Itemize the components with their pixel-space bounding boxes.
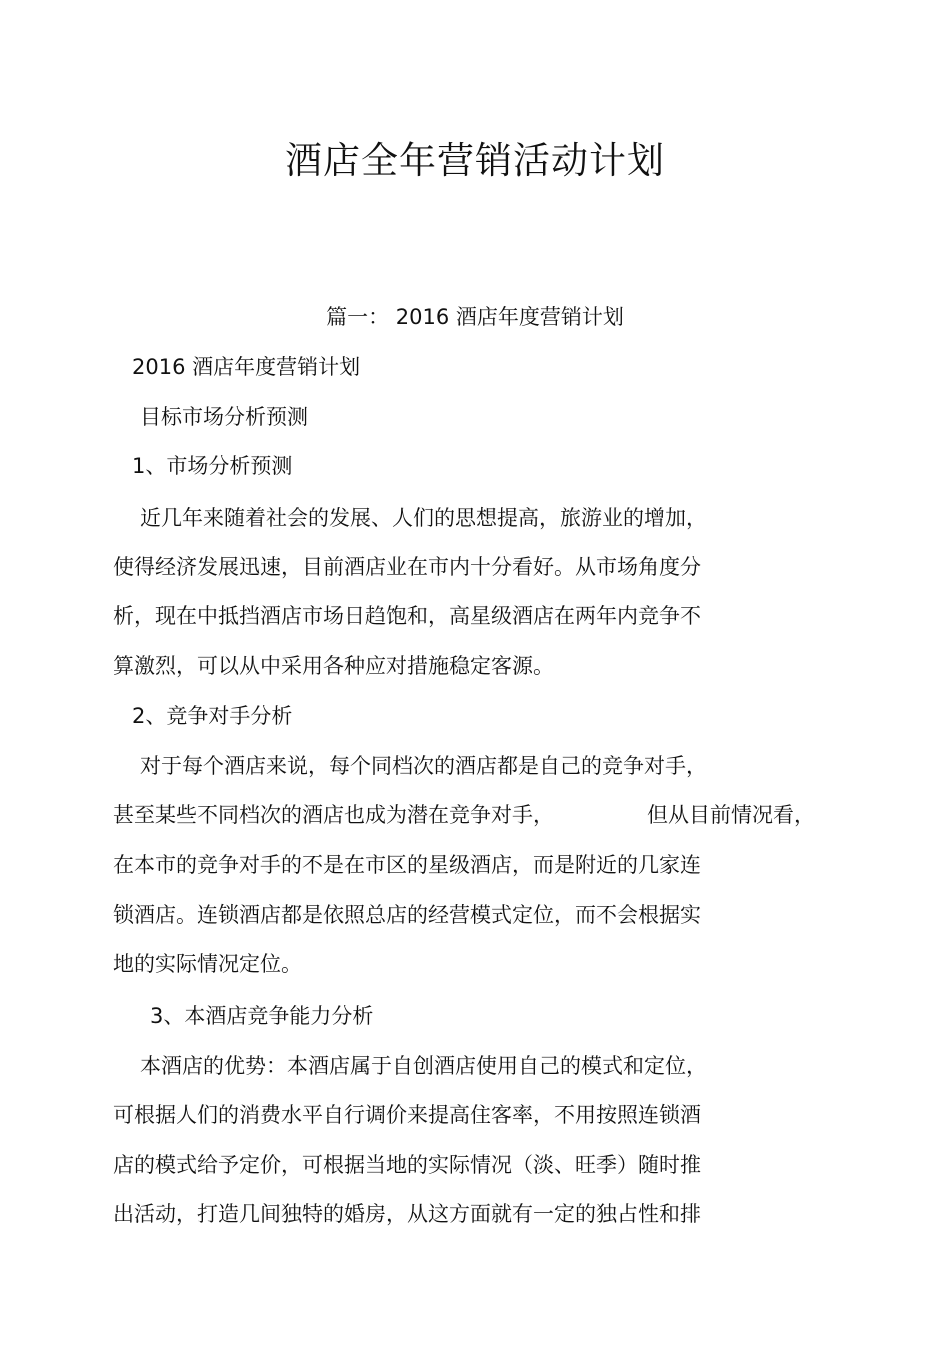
section-2-line-1: 对于每个酒店来说，每个同档次的酒店都是自己的竞争对手， <box>140 754 707 778</box>
subtitle: 2016 酒店年度营销计划 <box>132 355 361 379</box>
section-3-line-3: 店的模式给予定价，可根据当地的实际情况（淡、旺季）随时推 <box>113 1153 701 1177</box>
section-2-line-4: 锁酒店。连锁酒店都是依照总店的经营模式定位，而不会根据实 <box>113 903 701 927</box>
section-3-line-2: 可根据人们的消费水平自行调价来提高住客率，不用按照连锁酒 <box>113 1103 701 1127</box>
section-2-line-5: 地的实际情况定位。 <box>113 952 302 976</box>
section-2-line-2b: 但从目前情况看， <box>647 803 815 827</box>
section-heading: 目标市场分析预测 <box>140 405 308 429</box>
section-1-line-1: 近几年来随着社会的发展、人们的思想提高，旅游业的增加， <box>140 506 707 530</box>
section-1-line-3: 析，现在中抵挡酒店市场日趋饱和，高星级酒店在两年内竞争不 <box>113 604 701 628</box>
section-1-line-2: 使得经济发展迅速，目前酒店业在市内十分看好。从市场角度分 <box>113 555 701 579</box>
chapter-heading: 篇一： 2016 酒店年度营销计划 <box>326 305 624 329</box>
section-1-line-4: 算激烈，可以从中采用各种应对措施稳定客源。 <box>113 654 554 678</box>
section-3-line-4: 出活动，打造几间独特的婚房，从这方面就有一定的独占性和排 <box>113 1202 701 1226</box>
section-1-heading: 1、市场分析预测 <box>132 454 293 478</box>
section-2-line-2: 甚至某些不同档次的酒店也成为潜在竞争对手， <box>113 803 554 827</box>
section-2-line-3: 在本市的竞争对手的不是在市区的星级酒店，而是附近的几家连 <box>113 853 701 877</box>
section-2-heading: 2、竞争对手分析 <box>132 704 293 728</box>
section-3-heading: 3、本酒店竞争能力分析 <box>150 1004 374 1028</box>
document-title: 酒店全年营销活动计划 <box>285 139 665 182</box>
section-3-line-1: 本酒店的优势：本酒店属于自创酒店使用自己的模式和定位， <box>140 1054 707 1078</box>
